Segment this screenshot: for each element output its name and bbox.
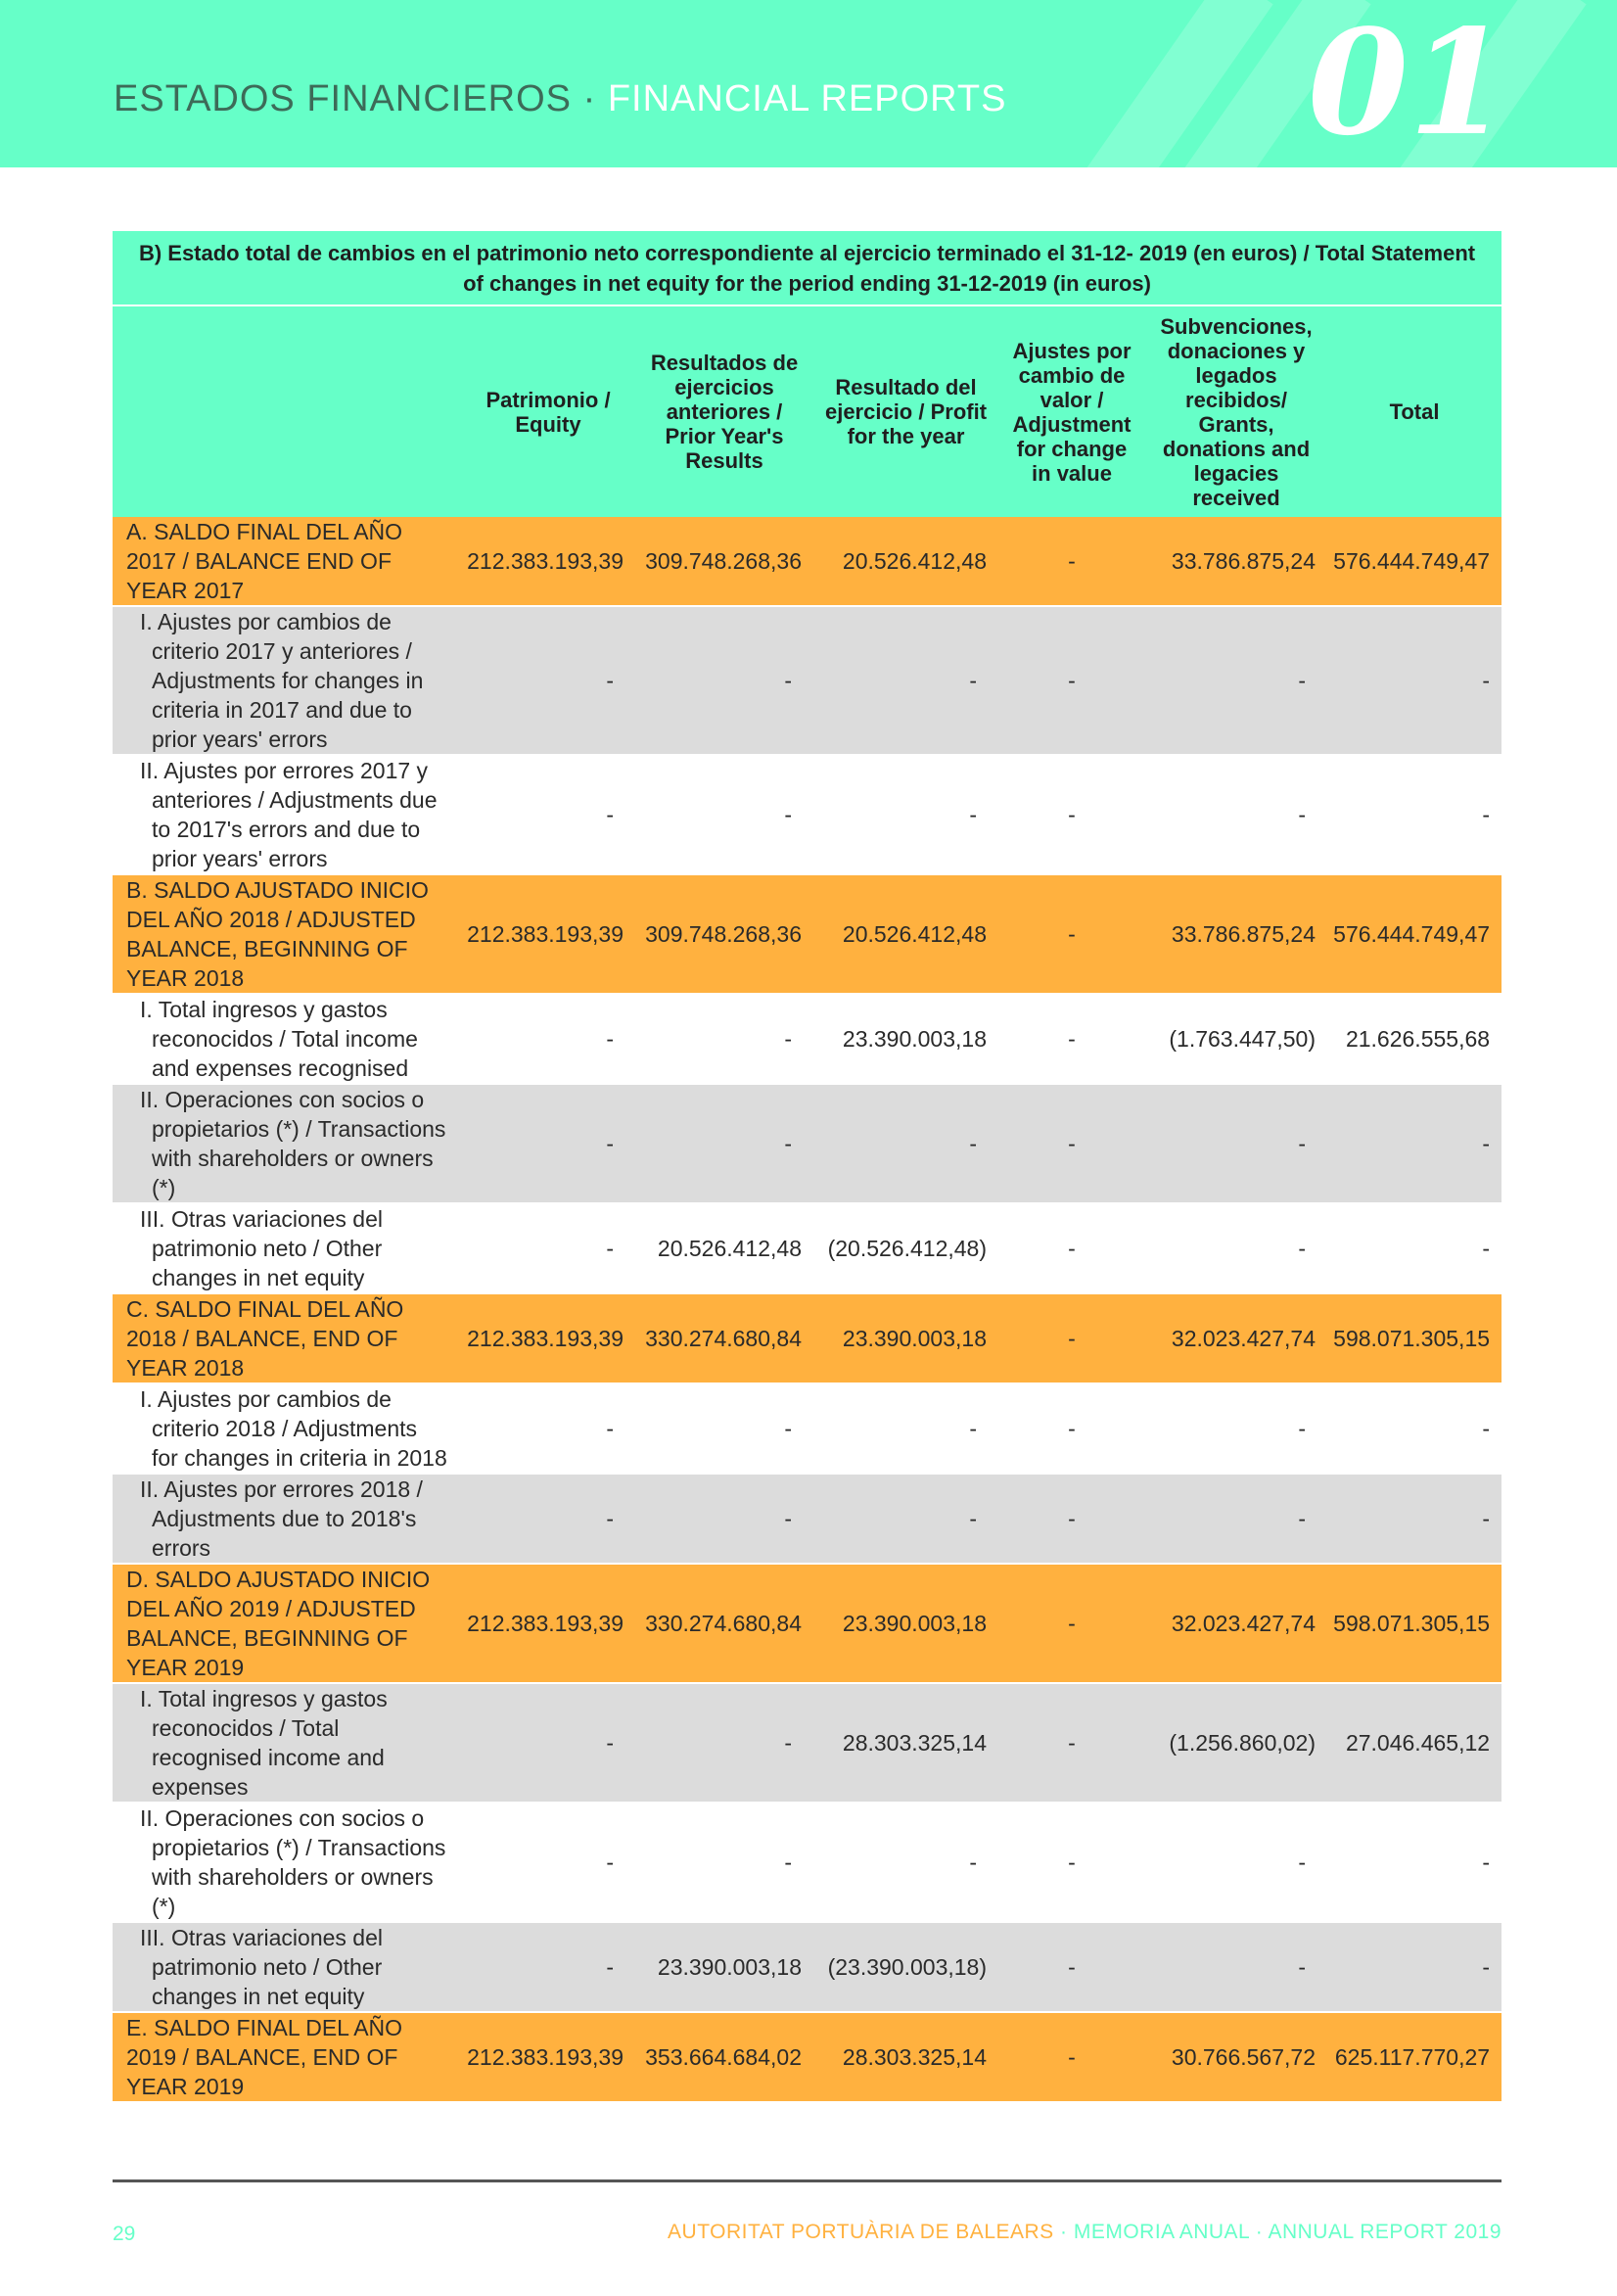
cell-value: - <box>635 1803 813 1922</box>
column-header: Resultados de ejercicios anteriores / Prior Year's Results <box>635 305 813 517</box>
cell-value: 20.526.412,48 <box>635 1203 813 1293</box>
cell-value: - <box>461 1203 635 1293</box>
cell-value: - <box>461 994 635 1084</box>
cell-value: 32.023.427,74 <box>1145 1564 1327 1683</box>
table-row <box>113 755 1502 874</box>
cell-value: - <box>1145 606 1327 755</box>
cell-value: 30.766.567,72 <box>1145 2012 1327 2102</box>
row-label: III. Otras variaciones del patrimonio neto / Other changes in net equity <box>113 1922 461 2012</box>
cell-value: 353.664.684,02 <box>635 2012 813 2102</box>
cell-value: - <box>1327 1383 1502 1474</box>
cell-value: - <box>635 1383 813 1474</box>
footer-organization: AUTORITAT PORTUÀRIA DE BALEARS <box>668 2221 1054 2243</box>
cell-value: 576.444.749,47 <box>1327 874 1502 994</box>
cell-value: - <box>461 1803 635 1922</box>
cell-value: 576.444.749,47 <box>1327 517 1502 606</box>
cell-value: 212.383.193,39 <box>461 1293 635 1383</box>
cell-value: - <box>998 874 1145 994</box>
table-caption-row <box>113 231 1502 305</box>
cell-value: - <box>461 1383 635 1474</box>
cell-value: 23.390.003,18 <box>813 1293 998 1383</box>
cell-value: 598.071.305,15 <box>1327 1564 1502 1683</box>
cell-value: - <box>998 1922 1145 2012</box>
section-title <box>114 78 1006 120</box>
cell-value: - <box>1145 1474 1327 1564</box>
footer-report-title: · MEMORIA ANUAL · ANNUAL REPORT 2019 <box>1053 2221 1502 2243</box>
cell-value: - <box>635 755 813 874</box>
section-title-separator: · <box>582 78 597 119</box>
cell-value: 212.383.193,39 <box>461 874 635 994</box>
row-label: D. SALDO AJUSTADO INICIO DEL AÑO 2019 / ADJUSTED BALANCE, BEGINNING OF YEAR 2019 <box>113 1564 461 1683</box>
balance-row <box>113 874 1502 994</box>
cell-value: - <box>461 1683 635 1803</box>
cell-value: - <box>998 1383 1145 1474</box>
cell-value: - <box>1145 755 1327 874</box>
cell-value: 32.023.427,74 <box>1145 1293 1327 1383</box>
cell-value: - <box>1327 755 1502 874</box>
balance-row <box>113 1293 1502 1383</box>
cell-value: 309.748.268,36 <box>635 517 813 606</box>
equity-changes-table <box>113 231 1502 2103</box>
cell-value: - <box>998 1293 1145 1383</box>
cell-value: 23.390.003,18 <box>813 1564 998 1683</box>
cell-value: 21.626.555,68 <box>1327 994 1502 1084</box>
row-label: B. SALDO AJUSTADO INICIO DEL AÑO 2018 / ADJUSTED BALANCE, BEGINNING OF YEAR 2018 <box>113 874 461 994</box>
row-label: A. SALDO FINAL DEL AÑO 2017 / BALANCE END OF YEAR 2017 <box>113 517 461 606</box>
cell-value: 330.274.680,84 <box>635 1564 813 1683</box>
cell-value: - <box>998 1084 1145 1203</box>
cell-value: 33.786.875,24 <box>1145 874 1327 994</box>
cell-value: - <box>461 1084 635 1203</box>
cell-value: - <box>1145 1803 1327 1922</box>
cell-value: - <box>1327 1474 1502 1564</box>
column-header: Resultado del ejercicio / Profit for the year <box>813 305 998 517</box>
cell-value: - <box>461 755 635 874</box>
cell-value: - <box>998 1474 1145 1564</box>
cell-value: (20.526.412,48) <box>813 1203 998 1293</box>
section-title-es: ESTADOS FINANCIEROS <box>114 78 573 119</box>
cell-value: (1.256.860,02) <box>1145 1683 1327 1803</box>
cell-value: - <box>1327 1922 1502 2012</box>
table-row <box>113 1474 1502 1564</box>
cell-value: - <box>813 606 998 755</box>
cell-value: 212.383.193,39 <box>461 2012 635 2102</box>
cell-value: - <box>813 755 998 874</box>
row-label: E. SALDO FINAL DEL AÑO 2019 / BALANCE, END OF YEAR 2019 <box>113 2012 461 2102</box>
cell-value: 330.274.680,84 <box>635 1293 813 1383</box>
cell-value: - <box>1145 1084 1327 1203</box>
footer-text <box>668 2221 1502 2244</box>
table-row <box>113 1683 1502 1803</box>
cell-value: 33.786.875,24 <box>1145 517 1327 606</box>
cell-value: - <box>461 1474 635 1564</box>
cell-value: (1.763.447,50) <box>1145 994 1327 1084</box>
cell-value: - <box>1327 1203 1502 1293</box>
table-row <box>113 1922 1502 2012</box>
row-label: C. SALDO FINAL DEL AÑO 2018 / BALANCE, END OF YEAR 2018 <box>113 1293 461 1383</box>
cell-value: 28.303.325,14 <box>813 2012 998 2102</box>
cell-value: 23.390.003,18 <box>813 994 998 1084</box>
cell-value: 20.526.412,48 <box>813 874 998 994</box>
cell-value: - <box>998 1203 1145 1293</box>
chapter-number: 01 <box>1308 0 1509 167</box>
table-row <box>113 1383 1502 1474</box>
cell-value: - <box>461 606 635 755</box>
column-header: Patrimonio / Equity <box>461 305 635 517</box>
cell-value: - <box>998 1803 1145 1922</box>
header-banner <box>0 0 1617 167</box>
row-label: I. Ajustes por cambios de criterio 2018 / Adjustments for changes in criteria in 2018 <box>113 1383 461 1474</box>
cell-value: 28.303.325,14 <box>813 1683 998 1803</box>
footer-divider <box>113 2179 1502 2182</box>
page-number: 29 <box>113 2223 136 2245</box>
cell-value: - <box>1327 1084 1502 1203</box>
row-label: II. Ajustes por errores 2017 y anteriores / Adjustments due to 2017's errors and due to prior years' errors <box>113 755 461 874</box>
cell-value: - <box>813 1084 998 1203</box>
cell-value: 625.117.770,27 <box>1327 2012 1502 2102</box>
cell-value: 23.390.003,18 <box>635 1922 813 2012</box>
cell-value: 598.071.305,15 <box>1327 1293 1502 1383</box>
cell-value: - <box>998 2012 1145 2102</box>
cell-value: 212.383.193,39 <box>461 1564 635 1683</box>
cell-value: - <box>998 1564 1145 1683</box>
row-label: II. Operaciones con socios o propietarios (*) / Transactions with shareholders or owners (*) <box>113 1084 461 1203</box>
cell-value: 20.526.412,48 <box>813 517 998 606</box>
table-row <box>113 1203 1502 1293</box>
cell-value: - <box>635 994 813 1084</box>
row-label: III. Otras variaciones del patrimonio neto / Other changes in net equity <box>113 1203 461 1293</box>
cell-value: - <box>998 994 1145 1084</box>
cell-value: - <box>635 1084 813 1203</box>
cell-value: - <box>461 1922 635 2012</box>
cell-value: - <box>813 1383 998 1474</box>
cell-value: - <box>635 606 813 755</box>
balance-row <box>113 517 1502 606</box>
cell-value: 309.748.268,36 <box>635 874 813 994</box>
cell-value: - <box>635 1474 813 1564</box>
balance-row <box>113 1564 1502 1683</box>
cell-value: - <box>813 1803 998 1922</box>
cell-value: - <box>1145 1922 1327 2012</box>
cell-value: - <box>1327 1803 1502 1922</box>
cell-value: - <box>1327 606 1502 755</box>
header-blank <box>113 305 461 517</box>
row-label: I. Total ingresos y gastos reconocidos / Total recognised income and expenses <box>113 1683 461 1803</box>
cell-value: - <box>813 1474 998 1564</box>
table-row <box>113 1084 1502 1203</box>
cell-value: - <box>998 517 1145 606</box>
column-header: Subvenciones, donaciones y legados recibidos/ Grants, donations and legacies received <box>1145 305 1327 517</box>
table-caption: B) Estado total de cambios en el patrimonio neto correspondiente al ejercicio terminado el 31-12- 2019 (en euros) / Total Statement of changes in net equity for the period ending 31-12-2019 (in euros) <box>113 231 1502 305</box>
cell-value: (23.390.003,18) <box>813 1922 998 2012</box>
cell-value: - <box>1145 1203 1327 1293</box>
row-label: I. Ajustes por cambios de criterio 2017 y anteriores / Adjustments for changes in criteria in 2017 and due to prior years' errors <box>113 606 461 755</box>
cell-value: - <box>998 755 1145 874</box>
column-header: Ajustes por cambio de valor / Adjustment for change in value <box>998 305 1145 517</box>
cell-value: 27.046.465,12 <box>1327 1683 1502 1803</box>
table-row <box>113 606 1502 755</box>
row-label: I. Total ingresos y gastos reconocidos / Total income and expenses recognised <box>113 994 461 1084</box>
section-title-en: FINANCIAL REPORTS <box>607 78 1007 119</box>
row-label: II. Ajustes por errores 2018 / Adjustments due to 2018's errors <box>113 1474 461 1564</box>
balance-row <box>113 2012 1502 2102</box>
cell-value: 212.383.193,39 <box>461 517 635 606</box>
table-header-row <box>113 305 1502 517</box>
table-row <box>113 994 1502 1084</box>
cell-value: - <box>998 606 1145 755</box>
cell-value: - <box>635 1683 813 1803</box>
column-header: Total <box>1327 305 1502 517</box>
cell-value: - <box>998 1683 1145 1803</box>
row-label: II. Operaciones con socios o propietarios (*) / Transactions with shareholders or owners (*) <box>113 1803 461 1922</box>
table-row <box>113 1803 1502 1922</box>
cell-value: - <box>1145 1383 1327 1474</box>
